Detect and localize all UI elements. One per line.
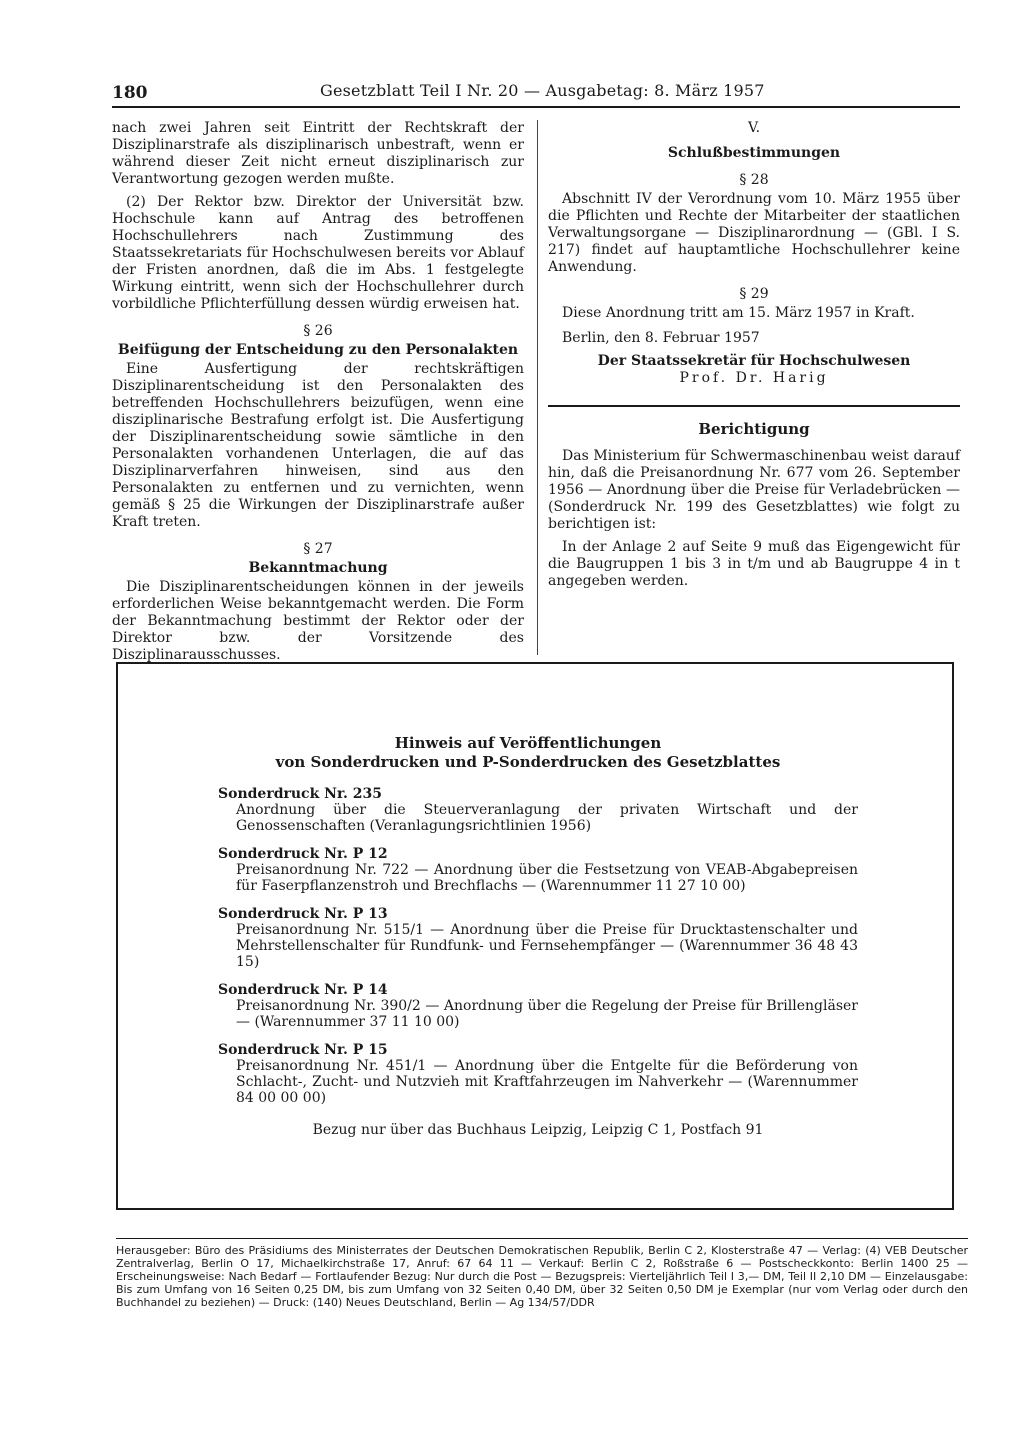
sonderdruck-label: Sonderdruck Nr. 235	[218, 786, 383, 802]
place-date: Berlin, den 8. Februar 1957	[562, 330, 760, 346]
page-number: 180	[112, 83, 148, 103]
notice-footer: Bezug nur über das Buchhaus Leipzig, Leipzig C 1, Postfach 91	[312, 1122, 764, 1138]
sonderdruck-description: Preisanordnung Nr. 451/1 — Anordnung über die Entgelte für die Beförderung von Schlacht-, Zucht- und Nutzvieh mit Kraftfahrzeugen im Nahverkehr — (Warennummer 84 00 00 00)	[236, 1058, 858, 1106]
header-rule	[112, 106, 960, 108]
section-29-text: Diese Anordnung tritt am 15. März 1957 in Kraft.	[562, 305, 915, 321]
sonderdruck-label: Sonderdruck Nr. P 15	[218, 1042, 388, 1058]
sonderdruck-description: Anordnung über die Steuerveranlagung der privaten Wirtschaft und der Genossenschaften (Veranlagungsrichtlinien 1956)	[236, 802, 858, 834]
right-column	[548, 120, 960, 596]
sonderdruck-description: Preisanordnung Nr. 722 — Anordnung über die Festsetzung von VEAB-Abgabepreisen für Faserpflanzenstroh und Brechflachs — (Warennummer 11 27 10 00)	[236, 862, 858, 894]
imprint: Herausgeber: Büro des Präsidiums des Ministerrates der Deutschen Demokratischen Republik, Berlin C 2, Klosterstraße 47 — Verlag: (4) VEB Deutscher Zentralverlag, Berlin O 17, Michaelkirchstraße 17, Anruf: 67 64 11 — Verkauf: Berlin C 2, Roßstraße 6 — Postscheckkonto: Berlin 1400 25 — Erscheinungsweise: Nach Bedarf — Fortlaufender Bezug: Nur durch die Post — Bezugspreis: Vierteljährlich Teil I 3,— DM, Teil II 2,10 DM — Einzelausgabe: Bis zum Umfang von 16 Seiten 0,25 DM, bis zum Umfang von 32 Seiten 0,40 DM, über 32 Seiten 0,50 DM je Exemplar (nur vom Verlag oder durch den Buchhandel zu beziehen) — Druck: (140) Neues Deutschland, Berlin — Ag 134/57/DDR	[116, 1244, 968, 1309]
sonderdruck-description: Preisanordnung Nr. 390/2 — Anordnung über die Regelung der Preise für Brillengläser — (Warennummer 37 11 10 00)	[236, 998, 858, 1030]
list-item	[218, 786, 858, 834]
sonderdruck-label: Sonderdruck Nr. P 14	[218, 982, 388, 998]
sonderdruck-label: Sonderdruck Nr. P 13	[218, 906, 388, 922]
publication-notice-box	[116, 662, 954, 1210]
section-29-number: § 29	[739, 286, 769, 302]
berichtigung-text-1: Das Ministerium für Schwermaschinenbau weist darauf hin, daß die Preisanordnung Nr. 677 vom 26. September 1956 — Anordnung über die Preise für Verladebrücken — (Sonderdruck Nr. 199 des Gesetzblattes) wie folgt zu berichtigen ist:	[548, 448, 960, 532]
sonderdruck-description: Preisanordnung Nr. 515/1 — Anordnung über die Preise für Drucktastenschalter und Mehrstellenschalter für Rundfunk- und Fernsehempfänger — (Warennummer 36 48 43 15)	[236, 922, 858, 970]
notice-title	[198, 734, 858, 772]
signatory-name: Prof. Dr. Harig	[679, 370, 829, 386]
section-26-number: § 26	[303, 323, 333, 339]
list-item	[218, 982, 858, 1030]
notice-title-line-1: Hinweis auf Veröffentlichungen	[394, 734, 662, 752]
section-27-number: § 27	[303, 541, 333, 557]
berichtigung-text-2: In der Anlage 2 auf Seite 9 muß das Eigengewicht für die Baugruppen 1 bis 3 in t/m und ab Baugruppe 4 in t angegeben werden.	[548, 539, 960, 589]
signatory-title: Der Staatssekretär für Hochschulwesen	[597, 353, 911, 369]
footer-rule	[116, 1238, 968, 1239]
berichtigung-title: Berichtigung	[698, 420, 810, 438]
left-column	[112, 120, 524, 670]
notice-title-line-2: von Sonderdrucken und P-Sonderdrucken des Gesetzblattes	[275, 753, 781, 771]
column-divider	[537, 120, 538, 655]
section-27-title: Bekanntmachung	[248, 560, 388, 576]
publication-notice-content	[218, 734, 858, 1138]
section-28-text: Abschnitt IV der Verordnung vom 10. März 1955 über die Pflichten und Rechte der Mitarbeiter der staatlichen Verwaltungsorgane — Disziplinarordnung — (GBl. I S. 217) findet auf hauptamtliche Hochschullehrer keine Anwendung.	[548, 191, 960, 275]
section-28-number: § 28	[739, 172, 769, 188]
section-27-text: Die Disziplinarentscheidungen können in der jeweils erforderlichen Weise bekanntgemacht werden. Die Form der Bekanntmachung bestimmt der Rektor oder der Direktor bzw. der Vorsitzende des Disziplinarausschusses.	[112, 579, 524, 663]
list-item	[218, 846, 858, 894]
sonderdruck-label: Sonderdruck Nr. P 12	[218, 846, 388, 862]
list-item	[218, 906, 858, 970]
part-title: Schlußbestimmungen	[667, 145, 841, 161]
section-26-text: Eine Ausfertigung der rechtskräftigen Disziplinarentscheidung ist den Personalakten des betreffenden Hochschullehrers beizufügen, wenn eine disziplinarische Bestrafung erfolgt ist. Die Ausfertigung der Disziplinarentscheidung sowie sämtliche in den Personalakten vorhandenen Unterlagen, die auf das Disziplinarverfahren hinweisen, sind aus den Personalakten zu entfernen und zu vernichten, wenn gemäß § 25 die Wirkungen der Disziplinarstrafe außer Kraft treten.	[112, 361, 524, 530]
list-item	[218, 1042, 858, 1106]
paragraph-25-2: (2) Der Rektor bzw. Direktor der Universität bzw. Hochschule kann auf Antrag des betroffenen Hochschullehrers nach Zustimmung des Staatssekretariats für Hochschulwesen bereits vor Ablauf der Fristen anordnen, daß die im Abs. 1 festgelegte Wirkung eintritt, wenn sich der Hochschullehrer durch vorbildliche Pflichterfüllung dessen würdig erweisen hat.	[112, 194, 524, 312]
running-title: Gesetzblatt Teil I Nr. 20 — Ausgabetag: 8. März 1957	[320, 81, 765, 100]
paragraph-continuation: nach zwei Jahren seit Eintritt der Rechtskraft der Disziplinarstrafe als disziplinarisch unbestraft, wenn er während dieser Zeit nicht erneut disziplinarisch zur Verantwortung gezogen werden mußte.	[112, 120, 524, 187]
section-rule	[548, 405, 960, 407]
part-number: V.	[747, 120, 761, 136]
section-26-title: Beifügung der Entscheidung zu den Personalakten	[117, 342, 519, 358]
